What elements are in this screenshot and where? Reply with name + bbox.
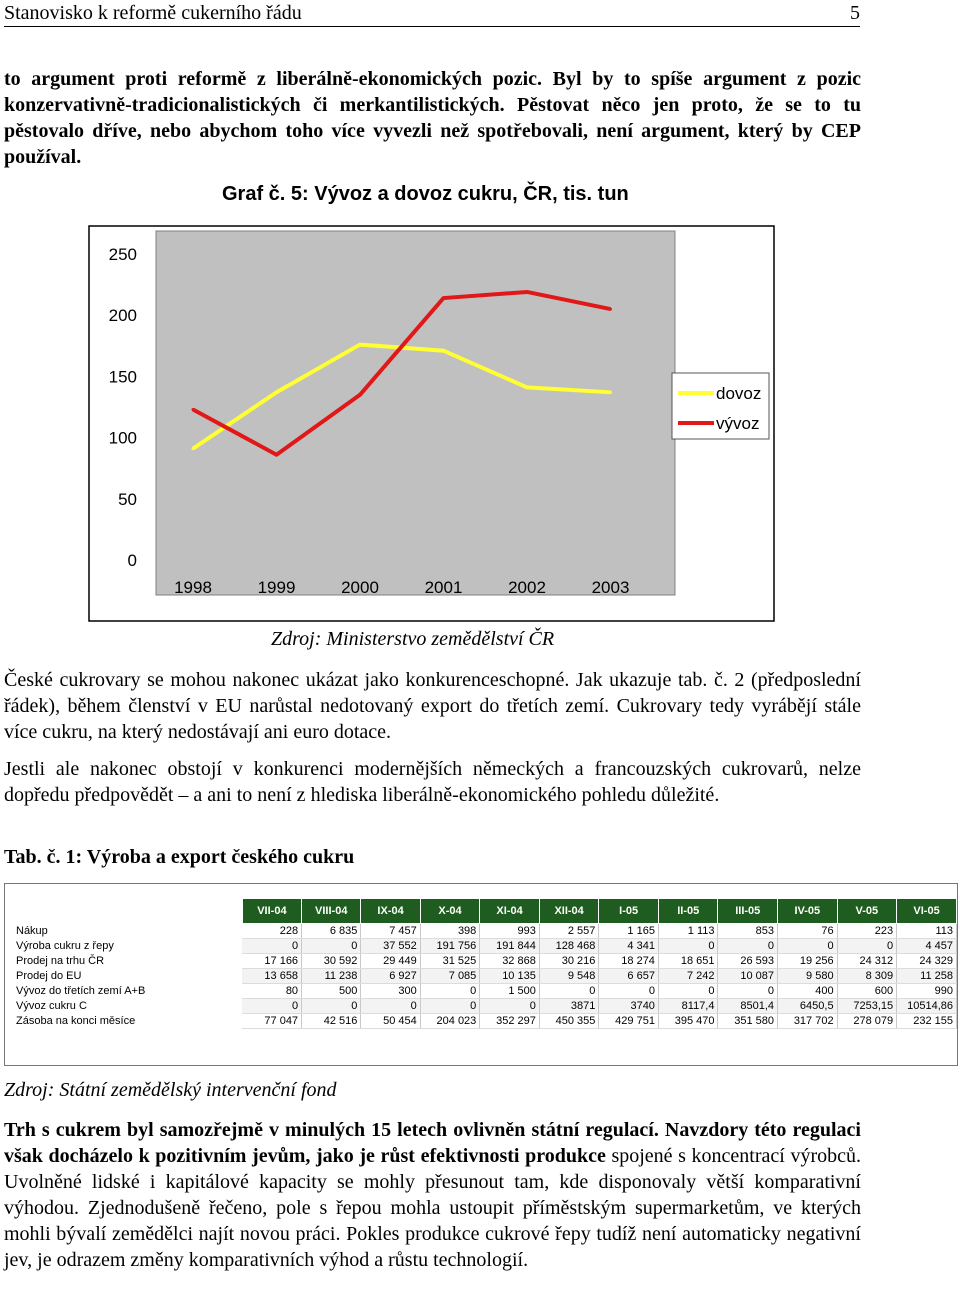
y-tick-label: 250 — [108, 245, 137, 264]
table-cell: 4 341 — [599, 939, 659, 954]
table-cell: 317 702 — [778, 1014, 838, 1029]
line-chart — [88, 225, 776, 623]
table-cell: 30 216 — [539, 954, 599, 969]
table-cell: 450 355 — [539, 1014, 599, 1029]
table-cell: 77 047 — [242, 1014, 301, 1029]
legend-label: vývoz — [716, 414, 760, 433]
table-cell: 18 274 — [599, 954, 659, 969]
table-row — [13, 1014, 957, 1029]
table-caption: Tab. č. 1: Výroba a export českého cukru — [4, 846, 355, 868]
table-cell: 228 — [242, 924, 301, 939]
column-header: XII-04 — [539, 899, 599, 924]
table-cell: 352 297 — [480, 1014, 540, 1029]
table-cell: 6 657 — [599, 969, 659, 984]
table-cell: 0 — [599, 984, 659, 999]
table-cell: 8 309 — [837, 969, 897, 984]
table-cell: 76 — [778, 924, 838, 939]
column-header: IX-04 — [361, 899, 420, 924]
y-tick-label: 150 — [108, 367, 137, 387]
chart-source: Zdroj: Ministerstvo zemědělství ČR — [271, 628, 555, 650]
y-tick-label: 50 — [118, 489, 137, 509]
table-cell: 9 580 — [778, 969, 838, 984]
y-tick-label: 0 — [127, 551, 137, 570]
row-label: Vývoz cukru C — [16, 1000, 87, 1012]
table-cell: 0 — [718, 984, 778, 999]
table-cell: 395 470 — [658, 1014, 718, 1029]
column-header: V-05 — [837, 899, 897, 924]
table-cell: 10514,86 — [897, 999, 957, 1014]
table-cell: 6 835 — [302, 924, 361, 939]
column-header: VI-05 — [897, 899, 957, 924]
table-cell: 50 454 — [361, 1014, 420, 1029]
table-cell: 204 023 — [420, 1014, 480, 1029]
table-cell: 9 548 — [539, 969, 599, 984]
column-header: III-05 — [718, 899, 778, 924]
table-cell: 37 552 — [361, 939, 420, 954]
table-row — [13, 969, 957, 984]
table-cell: 1 500 — [480, 984, 540, 999]
x-tick-label: 2002 — [508, 578, 546, 597]
table-cell: 6 927 — [361, 969, 420, 984]
table-cell: 24 329 — [897, 954, 957, 969]
table-cell: 13 658 — [242, 969, 301, 984]
table-cell: 223 — [837, 924, 897, 939]
data-point — [359, 343, 362, 346]
x-tick-label: 1998 — [174, 578, 212, 597]
table-cell: 18 651 — [658, 954, 718, 969]
table-cell: 0 — [539, 984, 599, 999]
data-point — [526, 386, 529, 389]
sugar-table — [13, 898, 957, 1029]
x-tick-label: 1999 — [257, 578, 296, 597]
table-cell: 0 — [718, 939, 778, 954]
table-cell: 17 166 — [242, 954, 301, 969]
row-label: Výroba cukru z řepy — [16, 940, 114, 952]
table-cell: 351 580 — [718, 1014, 778, 1029]
row-label: Prodej na trhu ČR — [16, 955, 105, 967]
table-cell: 128 468 — [539, 939, 599, 954]
table-cell: 7 085 — [420, 969, 480, 984]
column-header: X-04 — [420, 899, 480, 924]
table-cell: 19 256 — [778, 954, 838, 969]
table-cell: 0 — [420, 984, 480, 999]
table-cell: 600 — [837, 984, 897, 999]
legend-label: dovoz — [716, 384, 762, 403]
paragraph-regulation-rest: spojené s koncentrací výrobců. Uvolněné lidské i kapitálové kapacity se mohly přesunout tam, kde disponovaly větší komparativní výhodou. Zjednodušeně řečeno, pole s řepou mohla ustoupit příměstským supermarketům, ve kterých mohli bývalí zemědělci najít novou práci. Pokles produkce cukrové řepy tudíž není automaticky negativní jev, je odrazem změny komparativních výhod a růstu technologií. — [4, 1145, 861, 1271]
table-cell: 0 — [658, 939, 718, 954]
table-cell: 4 457 — [897, 939, 957, 954]
data-point — [192, 408, 195, 411]
table-cell: 0 — [361, 999, 420, 1014]
column-header: VII-04 — [242, 899, 301, 924]
paragraph-competition: Jestli ale nakonec obstojí v konkurenci modernějších německých a francouzských cukrovarů, nelze dopředu předpovědět – a ani to není z hlediska liberálně-ekonomického pohledu důležité. — [4, 758, 861, 806]
table-cell: 7253,15 — [837, 999, 897, 1014]
table-cell: 10 087 — [718, 969, 778, 984]
y-tick-label: 100 — [108, 428, 137, 448]
column-header: I-05 — [599, 899, 659, 924]
data-point — [275, 391, 278, 394]
table-row — [13, 939, 957, 954]
document-title: Stanovisko k reformě cukerního řádu — [4, 2, 302, 24]
paragraph-competitiveness: České cukrovary se mohou nakonec ukázat jako konkurenceschopné. Jak ukazuje tab. č. 2 (předposlední řádek), během členství v EU narůstal nedotovaný export do třetích zemí. Cukrovary tedy vyrábějí stále více cukru, na který nedostávají ani euro dotace. — [4, 669, 861, 743]
table-cell: 32 868 — [480, 954, 540, 969]
table-cell: 31 525 — [420, 954, 480, 969]
table-cell: 993 — [480, 924, 540, 939]
table-cell: 30 592 — [302, 954, 361, 969]
data-point — [609, 391, 612, 394]
table-cell: 0 — [658, 984, 718, 999]
data-point — [609, 308, 612, 311]
table-cell: 3871 — [539, 999, 599, 1014]
row-label: Zásoba na konci měsíce — [16, 1015, 136, 1027]
chart-caption: Graf č. 5: Vývoz a dovoz cukru, ČR, tis. tun — [222, 183, 629, 205]
table-cell: 990 — [897, 984, 957, 999]
page-header — [4, 0, 860, 27]
x-tick-label: 2003 — [591, 578, 630, 597]
data-point — [442, 349, 445, 352]
row-label: Nákup — [16, 925, 48, 937]
table-frame — [4, 883, 958, 1066]
table-cell: 400 — [778, 984, 838, 999]
table-cell: 42 516 — [302, 1014, 361, 1029]
column-header: IV-05 — [778, 899, 838, 924]
column-header: VIII-04 — [302, 899, 361, 924]
table-cell: 29 449 — [361, 954, 420, 969]
table-cell: 80 — [242, 984, 301, 999]
table-cell: 300 — [361, 984, 420, 999]
table-cell: 113 — [897, 924, 957, 939]
table-cell: 11 258 — [897, 969, 957, 984]
table-cell: 853 — [718, 924, 778, 939]
table-cell: 7 457 — [361, 924, 420, 939]
table-cell: 11 238 — [302, 969, 361, 984]
table-cell: 0 — [302, 939, 361, 954]
row-label: Prodej do EU — [16, 970, 82, 982]
table-cell: 8501,4 — [718, 999, 778, 1014]
row-label: Vývoz do třetích zemí A+B — [16, 985, 146, 997]
table-cell: 0 — [242, 939, 301, 954]
data-point — [442, 297, 445, 300]
table-cell: 7 242 — [658, 969, 718, 984]
data-point — [275, 453, 278, 456]
x-tick-label: 2001 — [424, 578, 463, 597]
column-header: II-05 — [658, 899, 718, 924]
table-cell: 24 312 — [837, 954, 897, 969]
table-cell: 429 751 — [599, 1014, 659, 1029]
table-cell: 232 155 — [897, 1014, 957, 1029]
table-source: Zdroj: Státní zemědělský intervenční fond — [4, 1079, 337, 1101]
table-row — [13, 984, 957, 999]
table-cell: 0 — [420, 999, 480, 1014]
x-tick-label: 2000 — [341, 578, 379, 597]
table-cell: 0 — [837, 939, 897, 954]
paragraph-intro: to argument proti reformě z liberálně-ekonomických pozic. Byl by to spíše argument z pozic konzervativně-tradicionalistických či merkantilistických. Pěstovat něco jen proto, že se to tu pěstovalo dříve, nebo abychom toho více vyvezli než spotřebovali, není argument, který by CEP používal. — [4, 68, 861, 168]
table-cell: 1 165 — [599, 924, 659, 939]
table-cell: 398 — [420, 924, 480, 939]
table-cell: 0 — [302, 999, 361, 1014]
table-cell: 191 756 — [420, 939, 480, 954]
table-cell: 0 — [480, 999, 540, 1014]
table-row — [13, 924, 957, 939]
page-number: 5 — [850, 2, 860, 24]
table-cell: 26 593 — [718, 954, 778, 969]
data-point — [192, 447, 195, 450]
table-cell: 10 135 — [480, 969, 540, 984]
table-cell: 2 557 — [539, 924, 599, 939]
table-cell: 500 — [302, 984, 361, 999]
y-tick-label: 200 — [108, 306, 137, 326]
table-cell: 191 844 — [480, 939, 540, 954]
table-row — [13, 999, 957, 1014]
table-row — [13, 954, 957, 969]
column-header: XI-04 — [480, 899, 540, 924]
table-cell: 1 113 — [658, 924, 718, 939]
paragraph-regulation-bold: Trh s cukrem byl samozřejmě v minulých 15 letech ovlivněn státní regulací. Navzdory této regulaci však docházelo k pozitivním jevům, jako je růst efektivnosti produkce — [4, 1119, 861, 1167]
table-cell: 8117,4 — [658, 999, 718, 1014]
table-cell: 6450,5 — [778, 999, 838, 1014]
data-point — [359, 393, 362, 396]
data-point — [526, 290, 529, 293]
table-cell: 278 079 — [837, 1014, 897, 1029]
paragraph-regulation — [4, 1117, 861, 1273]
plot-area — [156, 231, 675, 595]
table-cell: 0 — [242, 999, 301, 1014]
table-cell: 3740 — [599, 999, 659, 1014]
table-cell: 0 — [778, 939, 838, 954]
